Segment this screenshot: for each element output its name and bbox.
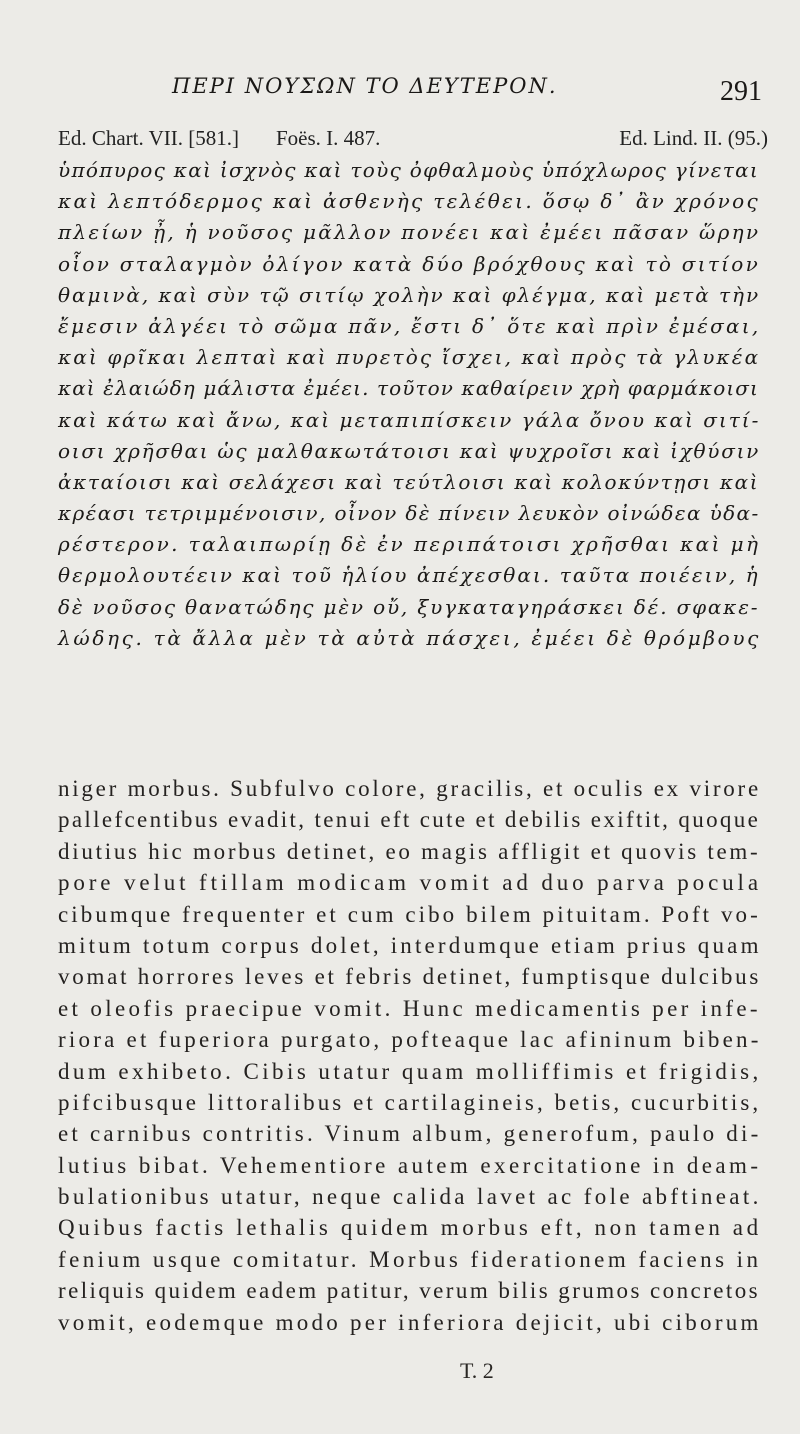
latin-text-line: dum exhibeto. Cibis utatur quam molliffimis et frigidis,	[58, 1058, 762, 1084]
greek-text-line: ἔμεσιν ἀλγέει τὸ σῶμα πᾶν, ἔστι δ᾿ ὅτε καὶ πρὶν ἐμέσαι,	[58, 313, 761, 338]
page-number: 291	[720, 76, 762, 107]
latin-text-line: riora et fuperiora purgato, pofteaque lac afininum biben-	[58, 1027, 762, 1053]
running-title: ΠΕΡΙ ΝΟΥΣΩΝ ΤΟ ΔΕΥΤΕΡΟΝ.	[172, 74, 558, 98]
greek-text-line: πλείων ᾖ, ἡ νοῦσος μᾶλλον πονέει καὶ ἐμέει πᾶσαν ὥρην	[58, 220, 761, 245]
greek-text-line: καὶ φρῖκαι λεπταὶ καὶ πυρετὸς ἴσχει, καὶ πρὸς τὰ γλυκέα	[58, 345, 761, 370]
latin-text-line: pallefcentibus evadit, tenui eft cute et debilis exiftit, quoque	[58, 807, 761, 833]
latin-text-line: mitum totum corpus dolet, interdumque etiam prius quam	[58, 932, 762, 958]
latin-text-line: bulationibus utatur, neque calida lavet ac fole abftineat.	[58, 1184, 762, 1210]
greek-text-line: καὶ κάτω καὶ ἄνω, καὶ μεταπιπίσκειν γάλα ὄνου καὶ σιτί-	[58, 407, 761, 432]
page-header	[60, 72, 772, 112]
latin-text-line: niger morbus. Subfulvo colore, gracilis, et oculis ex virore	[58, 776, 761, 801]
greek-text-line: οἷον σταλαγμὸν ὀλίγον κατὰ δύο βρόχθους καὶ τὸ σιτίον	[58, 251, 760, 276]
latin-text-line: vomit, eodemque modo per inferiora dejicit, ubi ciborum	[58, 1309, 762, 1335]
latin-text-line: et oleofis praecipue vomit. Hunc medicamentis per infe-	[58, 995, 761, 1021]
ref-linden: Ed. Lind. II. (95.)	[619, 126, 768, 150]
greek-text-line: οισι χρῆσθαι ὡς μαλθακωτάτοισι καὶ ψυχροῖσι καὶ ἰχθύσιν	[58, 438, 761, 463]
greek-text-line: λώδης. τὰ ἄλλα μὲν τὰ αὐτὰ πάσχει, ἐμέει δὲ θρόμβους	[58, 625, 762, 650]
greek-text-line: θαμινὰ, καὶ σὺν τῷ σιτίῳ χολὴν καὶ φλέγμα, καὶ μετὰ τὴν	[58, 282, 761, 307]
greek-text-line: καὶ ἐλαιώδη μάλιστα ἐμέει. τοῦτον καθαίρειν χρὴ φαρμάκοισι	[58, 376, 759, 401]
latin-text-line: lutius bibat. Vehementiore autem exercitatione in deam-	[58, 1152, 762, 1178]
greek-text-line: δὲ νοῦσος θανατώδης μὲν οὔ, ξυγκαταγηράσκει δέ. σφακε-	[58, 594, 760, 619]
greek-text-line: ἀκταίοισι καὶ σελάχεσι καὶ τεύτλοισι καὶ κολοκύντῃσι καὶ	[58, 469, 760, 494]
edition-references	[58, 126, 768, 154]
latin-text-line: vomat horrores leves et febris detinet, fumptisque dulcibus	[58, 964, 762, 990]
latin-text-block	[58, 773, 762, 1338]
latin-text-line: reliquis quidem eadem patitur, verum bilis grumos concretos	[58, 1278, 761, 1304]
greek-text-line: καὶ λεπτόδερμος καὶ ἀσθενὴς τελέθει. ὅσῳ δ᾿ ἂν χρόνος	[58, 189, 761, 214]
latin-text-line: diutius hic morbus detinet, eo magis affligit et quovis tem-	[58, 838, 761, 864]
latin-text-line: fenium usque comitatur. Morbus fiderationem faciens in	[58, 1246, 762, 1272]
greek-text-line: κρέασι τετριμμένοισιν, οἶνον δὲ πίνειν λευκὸν οἰνώδεα ὑδα-	[58, 501, 760, 526]
latin-text-line: pifcibusque littoralibus et cartilagineis, betis, cucurbitis,	[58, 1089, 762, 1115]
greek-text-line: ρέστερον. ταλαιπωρίῃ δὲ ἐν περιπάτοισι χρῆσθαι καὶ μὴ	[58, 532, 761, 557]
latin-text-line: et carnibus contritis. Vinum album, generofum, paulo di-	[58, 1121, 762, 1147]
ref-foes: Foës. I. 487.	[276, 126, 381, 150]
greek-text-line: ὑπόπυρος καὶ ἰσχνὸς καὶ τοὺς ὀφθαλμοὺς ὑπόχλωρος γίνεται	[58, 158, 760, 182]
latin-text-line: Quibus factis lethalis quidem morbus eft, non tamen ad	[58, 1215, 762, 1241]
greek-text-line: θερμολουτέειν καὶ τοῦ ἡλίου ἀπέχεσθαι. ταῦτα ποιέειν, ἡ	[58, 563, 760, 588]
signature-mark: T. 2	[460, 1358, 494, 1383]
latin-text-line: pore velut ftillam modicam vomit ad duo parva pocula	[58, 870, 762, 896]
latin-text-line: cibumque frequenter et cum cibo bilem pituitam. Poft vo-	[58, 901, 761, 927]
greek-text-block	[58, 155, 762, 654]
ref-chartier: Ed. Chart. VII. [581.]	[58, 126, 239, 150]
